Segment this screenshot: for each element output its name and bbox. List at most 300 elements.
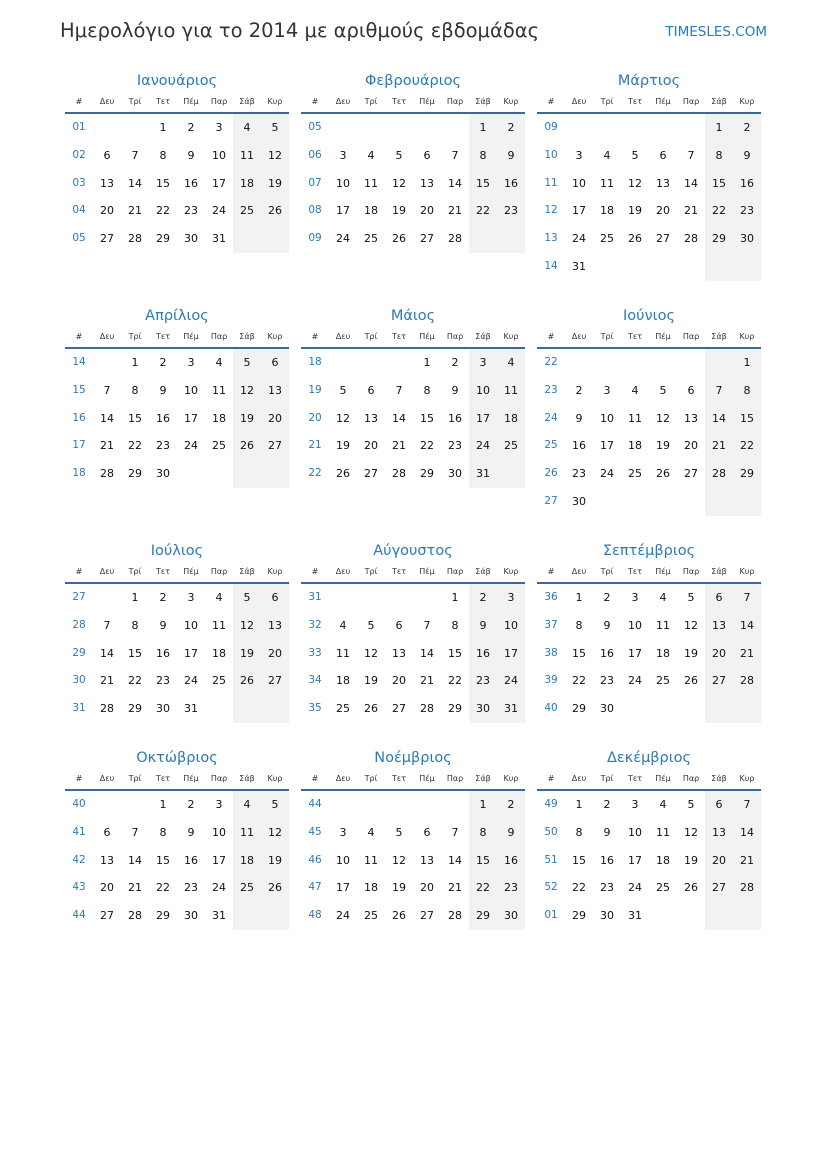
week-number: 45 (308, 825, 322, 838)
weekday-header: Πέμ (655, 774, 671, 783)
day-cell (413, 791, 441, 819)
weekend-day: 27 (705, 667, 733, 695)
day-cell: 21 (128, 881, 142, 895)
day-cell: 23 (184, 881, 198, 895)
day-cell: 31 (212, 232, 226, 246)
day-cell: 1 (575, 798, 583, 811)
week-row (65, 584, 289, 612)
month-block (301, 305, 525, 488)
month-block (65, 540, 289, 723)
day-cell: 7 (103, 618, 111, 632)
day-cell: 12 (364, 646, 378, 660)
week-row (537, 847, 761, 875)
week-number: 41 (72, 825, 86, 838)
day-cell: 6 (423, 825, 431, 839)
weekend-day: 15 (705, 170, 733, 198)
weekday-header: Κυρ (739, 774, 755, 783)
week-row (65, 460, 289, 488)
day-cell: 11 (600, 176, 614, 190)
day-cell: 24 (212, 881, 226, 895)
day-cell: 26 (392, 232, 406, 246)
day-cell: 23 (156, 439, 170, 453)
day-cell: 12 (336, 411, 350, 425)
day-cell: 28 (128, 232, 142, 246)
day-cell: 19 (684, 853, 698, 867)
weekend-day: 6 (261, 584, 289, 612)
weekend-day (261, 225, 289, 253)
day-cell: 29 (420, 467, 434, 481)
day-cell: 22 (572, 674, 586, 688)
week-row (537, 460, 761, 488)
day-cell: 10 (628, 825, 642, 839)
day-cell: 14 (128, 853, 142, 867)
week-row (537, 405, 761, 433)
month-block (537, 70, 761, 281)
weekend-day (733, 902, 761, 930)
weekday-header: Πέμ (655, 332, 671, 341)
day-cell (205, 695, 233, 723)
weekday-header: Τετ (391, 97, 407, 106)
weekday-header: Κυρ (267, 97, 283, 106)
weekend-day: 23 (469, 667, 497, 695)
day-cell: 1 (423, 356, 431, 369)
weekend-day: 14 (705, 405, 733, 433)
weekend-day: 27 (705, 874, 733, 902)
weekend-day: 10 (469, 377, 497, 405)
day-cell: 23 (600, 881, 614, 895)
weekend-day: 20 (261, 640, 289, 668)
day-cell: 9 (603, 825, 611, 839)
week-number-header: # (75, 97, 83, 106)
day-cell: 3 (187, 356, 195, 369)
day-cell: 8 (159, 825, 167, 839)
day-cell (385, 114, 413, 142)
day-cell: 1 (159, 798, 167, 811)
day-cell: 12 (684, 825, 698, 839)
week-number: 51 (544, 853, 558, 866)
weekend-day: 26 (261, 874, 289, 902)
weekend-day: 6 (705, 584, 733, 612)
week-row (537, 902, 761, 930)
day-cell (413, 584, 441, 612)
day-cell: 1 (159, 121, 167, 134)
weekday-header: Τετ (627, 97, 643, 106)
week-row (301, 460, 525, 488)
day-cell: 5 (367, 618, 375, 632)
weekday-header: Πέμ (419, 332, 435, 341)
day-cell: 19 (656, 439, 670, 453)
week-row (301, 432, 525, 460)
page-title: Ημερολόγιο για το 2014 με αριθμούς εβδομάδας (60, 19, 540, 42)
week-number: 14 (544, 259, 558, 272)
day-cell (649, 695, 677, 723)
weekend-day: 1 (469, 114, 497, 142)
weekday-header: Δευ (99, 567, 115, 576)
week-row (301, 584, 525, 612)
day-cell: 20 (392, 674, 406, 688)
day-cell: 27 (420, 909, 434, 923)
week-number: 37 (544, 618, 558, 631)
day-cell: 2 (187, 798, 195, 811)
weekend-day: 26 (233, 432, 261, 460)
month-block (301, 540, 525, 723)
day-cell: 18 (336, 674, 350, 688)
weekend-day: 16 (469, 640, 497, 668)
day-cell: 27 (100, 232, 114, 246)
day-cell: 15 (156, 853, 170, 867)
weekday-header-row (537, 769, 761, 791)
day-cell: 4 (367, 825, 375, 839)
weekday-header: Τρί (364, 332, 378, 341)
weekend-day: 2 (469, 584, 497, 612)
day-cell: 25 (364, 232, 378, 246)
week-number: 33 (308, 646, 322, 659)
week-number: 35 (308, 702, 322, 715)
weekday-header: Παρ (682, 774, 700, 783)
weekday-header-row (301, 327, 525, 349)
week-number-header: # (547, 332, 555, 341)
weekend-day: 5 (261, 791, 289, 819)
week-number-header: # (75, 567, 83, 576)
day-cell: 20 (100, 881, 114, 895)
weekday-header-row (65, 327, 289, 349)
week-row (301, 377, 525, 405)
day-cell: 19 (336, 439, 350, 453)
weekend-day: 16 (733, 170, 761, 198)
week-number: 06 (308, 148, 322, 161)
day-cell: 4 (603, 148, 611, 162)
day-cell (329, 791, 357, 819)
month-name: Δεκέμβριος (606, 750, 692, 766)
day-cell (621, 349, 649, 377)
site-link[interactable]: TIMESLES.COM (665, 24, 767, 40)
day-cell: 13 (100, 176, 114, 190)
day-cell: 12 (656, 411, 670, 425)
day-cell: 14 (448, 176, 462, 190)
month-block (65, 747, 289, 930)
week-row (301, 225, 525, 253)
day-cell: 20 (656, 204, 670, 218)
day-cell: 23 (184, 204, 198, 218)
weekday-header: Δευ (99, 97, 115, 106)
weekend-day: 14 (733, 819, 761, 847)
day-cell (621, 114, 649, 142)
weekday-header: Σάβ (475, 774, 491, 783)
month-name: Ιούνιος (623, 308, 675, 324)
day-cell: 25 (656, 674, 670, 688)
day-cell: 23 (156, 674, 170, 688)
week-number: 31 (308, 591, 322, 603)
weekend-day: 19 (261, 847, 289, 875)
day-cell (593, 114, 621, 142)
day-cell: 6 (659, 148, 667, 162)
day-cell: 10 (184, 383, 198, 397)
weekend-day: 4 (233, 791, 261, 819)
week-row (301, 349, 525, 377)
day-cell: 31 (184, 702, 198, 716)
weekday-header: Παρ (446, 97, 464, 106)
week-row (301, 819, 525, 847)
week-number-header: # (311, 774, 319, 783)
weekend-day: 30 (733, 225, 761, 253)
day-cell: 7 (131, 825, 139, 839)
weekend-day: 28 (733, 874, 761, 902)
week-number-header: # (311, 332, 319, 341)
week-row (301, 114, 525, 142)
day-cell: 17 (336, 204, 350, 218)
week-number: 43 (72, 881, 86, 894)
month-block (65, 305, 289, 488)
week-number: 11 (544, 176, 558, 189)
day-cell (593, 488, 621, 516)
weekday-header: Τετ (155, 332, 171, 341)
day-cell: 6 (395, 618, 403, 632)
day-cell: 12 (628, 176, 642, 190)
weekday-header: Σάβ (711, 332, 727, 341)
day-cell (385, 791, 413, 819)
weekday-header: Κυρ (503, 774, 519, 783)
weekday-header: Πέμ (419, 567, 435, 576)
weekend-day: 23 (497, 197, 525, 225)
weekend-day: 25 (233, 197, 261, 225)
day-cell (677, 114, 705, 142)
day-cell (677, 253, 705, 281)
day-cell (441, 791, 469, 819)
day-cell (565, 349, 593, 377)
week-number: 08 (308, 204, 322, 217)
day-cell: 15 (420, 411, 434, 425)
day-cell: 4 (659, 798, 667, 811)
weekend-day (733, 695, 761, 723)
weekend-day: 11 (233, 819, 261, 847)
day-cell: 28 (448, 232, 462, 246)
weekend-day: 11 (233, 142, 261, 170)
day-cell: 30 (600, 909, 614, 923)
day-cell: 4 (659, 591, 667, 604)
weekend-day: 31 (497, 695, 525, 723)
day-cell: 3 (187, 591, 195, 604)
day-cell: 6 (687, 383, 695, 397)
day-cell: 11 (656, 618, 670, 632)
weekend-day: 5 (233, 349, 261, 377)
weekend-day: 4 (233, 114, 261, 142)
weekend-day: 17 (469, 405, 497, 433)
weekday-header: Δευ (99, 774, 115, 783)
day-cell: 31 (212, 909, 226, 923)
week-row (65, 405, 289, 433)
day-cell: 25 (628, 467, 642, 481)
week-number: 15 (72, 383, 86, 396)
week-number: 34 (308, 674, 322, 687)
week-number: 42 (72, 853, 86, 866)
weekday-header: Παρ (446, 332, 464, 341)
week-number: 30 (72, 674, 86, 687)
weekday-header: Κυρ (739, 97, 755, 106)
month-name: Οκτώβριος (136, 750, 218, 766)
day-cell: 30 (572, 494, 586, 508)
weekend-day: 16 (497, 170, 525, 198)
day-cell: 21 (100, 439, 114, 453)
day-cell: 7 (687, 148, 695, 162)
day-cell: 3 (631, 591, 639, 604)
day-cell: 8 (575, 825, 583, 839)
day-cell: 9 (603, 618, 611, 632)
weekend-day: 29 (469, 902, 497, 930)
day-cell: 29 (156, 909, 170, 923)
day-cell (593, 349, 621, 377)
day-cell: 22 (572, 881, 586, 895)
week-number: 01 (544, 909, 558, 922)
week-row (65, 874, 289, 902)
week-row (65, 377, 289, 405)
weekend-day: 21 (705, 432, 733, 460)
week-number: 04 (72, 204, 86, 217)
day-cell: 5 (395, 148, 403, 162)
day-cell: 21 (448, 881, 462, 895)
day-cell: 3 (603, 383, 611, 397)
weekend-day: 29 (733, 460, 761, 488)
day-cell: 10 (212, 148, 226, 162)
weekend-day (705, 349, 733, 377)
week-row (537, 142, 761, 170)
week-number-header: # (547, 567, 555, 576)
weekend-day: 30 (469, 695, 497, 723)
weekday-header-row (65, 92, 289, 114)
day-cell: 25 (336, 702, 350, 716)
day-cell: 14 (684, 176, 698, 190)
weekday-header: Δευ (571, 97, 587, 106)
weekend-day: 14 (733, 612, 761, 640)
day-cell: 17 (336, 881, 350, 895)
day-cell (621, 253, 649, 281)
weekday-header-row (301, 769, 525, 791)
week-row (537, 819, 761, 847)
weekend-day: 20 (705, 847, 733, 875)
weekend-day: 27 (261, 667, 289, 695)
day-cell: 29 (156, 232, 170, 246)
week-number: 22 (308, 467, 322, 480)
day-cell: 13 (656, 176, 670, 190)
weekday-header: Τρί (600, 567, 614, 576)
day-cell (649, 114, 677, 142)
weekend-day: 20 (261, 405, 289, 433)
weekday-header: Τετ (155, 97, 171, 106)
day-cell: 2 (187, 121, 195, 134)
weekday-header: Δευ (335, 567, 351, 576)
day-cell: 16 (572, 439, 586, 453)
day-cell: 16 (184, 176, 198, 190)
day-cell: 17 (212, 176, 226, 190)
week-number: 26 (544, 467, 558, 480)
day-cell: 24 (600, 467, 614, 481)
week-number: 05 (72, 232, 86, 245)
day-cell (649, 349, 677, 377)
week-number: 47 (308, 881, 322, 894)
day-cell: 10 (600, 411, 614, 425)
week-row (537, 874, 761, 902)
day-cell: 11 (336, 646, 350, 660)
weekday-header: Τρί (600, 774, 614, 783)
day-cell: 7 (451, 148, 459, 162)
day-cell: 5 (659, 383, 667, 397)
day-cell: 4 (215, 356, 223, 369)
week-number: 13 (544, 232, 558, 245)
week-number: 01 (72, 121, 86, 133)
day-cell: 11 (212, 618, 226, 632)
weekend-day: 2 (733, 114, 761, 142)
weekend-day: 28 (733, 667, 761, 695)
day-cell: 9 (159, 618, 167, 632)
day-cell: 9 (575, 411, 583, 425)
weekend-day: 8 (469, 142, 497, 170)
day-cell: 30 (448, 467, 462, 481)
weekend-day: 24 (469, 432, 497, 460)
weekday-header: Σάβ (711, 97, 727, 106)
day-cell: 10 (572, 176, 586, 190)
weekday-header-row (537, 92, 761, 114)
day-cell: 8 (451, 618, 459, 632)
month-name: Φεβρουάριος (364, 73, 462, 89)
month-name: Απρίλιος (145, 308, 209, 324)
weekday-header: Κυρ (739, 567, 755, 576)
weekend-day: 1 (469, 791, 497, 819)
day-cell: 30 (600, 702, 614, 716)
week-row (301, 612, 525, 640)
weekend-day: 18 (233, 170, 261, 198)
day-cell: 22 (128, 674, 142, 688)
day-cell: 13 (420, 176, 434, 190)
day-cell: 7 (103, 383, 111, 397)
day-cell: 27 (420, 232, 434, 246)
day-cell (677, 695, 705, 723)
week-number: 09 (544, 121, 558, 133)
day-cell: 8 (159, 148, 167, 162)
weekend-day: 6 (261, 349, 289, 377)
day-cell: 18 (656, 646, 670, 660)
day-cell: 3 (575, 148, 583, 162)
day-cell: 9 (159, 383, 167, 397)
week-number: 09 (308, 232, 322, 245)
week-row (65, 847, 289, 875)
day-cell: 11 (364, 176, 378, 190)
day-cell (177, 460, 205, 488)
day-cell: 13 (364, 411, 378, 425)
weekend-day: 24 (497, 667, 525, 695)
day-cell: 22 (156, 881, 170, 895)
week-row (537, 170, 761, 198)
day-cell: 16 (156, 411, 170, 425)
weekday-header: Πέμ (655, 97, 671, 106)
week-number: 27 (544, 494, 558, 507)
day-cell: 25 (656, 881, 670, 895)
weekday-header: Τρί (364, 567, 378, 576)
week-row (301, 667, 525, 695)
week-row (65, 170, 289, 198)
weekend-day: 13 (705, 819, 733, 847)
weekday-header: Παρ (682, 97, 700, 106)
weekend-day: 9 (469, 612, 497, 640)
day-cell: 13 (392, 646, 406, 660)
day-cell: 18 (364, 881, 378, 895)
weekend-day: 29 (705, 225, 733, 253)
day-cell (357, 584, 385, 612)
week-number: 36 (544, 591, 558, 603)
day-cell: 14 (448, 853, 462, 867)
week-row (537, 114, 761, 142)
day-cell: 24 (336, 232, 350, 246)
weekday-header-row (301, 92, 525, 114)
week-row (65, 197, 289, 225)
